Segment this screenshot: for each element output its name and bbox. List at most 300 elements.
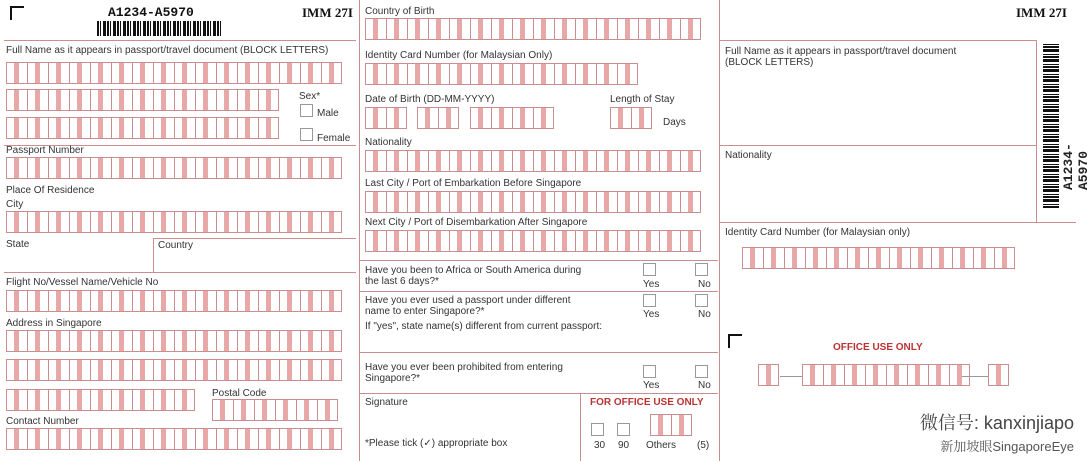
stay-row[interactable] [610, 107, 652, 131]
char-cell[interactable] [132, 62, 153, 84]
char-cell[interactable] [153, 117, 174, 139]
char-cell[interactable] [365, 191, 386, 213]
char-cell[interactable] [321, 62, 342, 84]
char-cell[interactable] [195, 359, 216, 381]
char-cell[interactable] [617, 18, 638, 40]
char-cell[interactable] [610, 107, 631, 129]
char-cell[interactable] [111, 290, 132, 312]
char-cell[interactable] [973, 247, 994, 269]
char-cell[interactable] [216, 89, 237, 111]
char-cell[interactable] [680, 150, 701, 172]
char-cell[interactable] [279, 157, 300, 179]
char-cell[interactable] [491, 63, 512, 85]
char-cell[interactable] [195, 290, 216, 312]
char-cell[interactable] [491, 107, 512, 129]
char-cell[interactable] [174, 117, 195, 139]
char-cell[interactable] [365, 230, 386, 252]
char-cell[interactable] [237, 290, 258, 312]
male-checkbox[interactable] [300, 104, 313, 117]
char-cell[interactable] [174, 157, 195, 179]
char-cell[interactable] [554, 230, 575, 252]
char-cell[interactable] [27, 117, 48, 139]
char-cell[interactable] [407, 18, 428, 40]
char-cell[interactable] [470, 150, 491, 172]
char-cell[interactable] [90, 211, 111, 233]
char-cell[interactable] [27, 211, 48, 233]
char-cell[interactable] [111, 389, 132, 411]
char-cell[interactable] [680, 191, 701, 213]
char-cell[interactable] [258, 211, 279, 233]
char-cell[interactable] [69, 157, 90, 179]
prohibited-yes-checkbox[interactable] [643, 365, 656, 378]
char-cell[interactable] [470, 107, 491, 129]
char-cell[interactable] [216, 211, 237, 233]
char-cell[interactable] [533, 191, 554, 213]
char-cell[interactable] [910, 247, 931, 269]
next-city-row[interactable] [365, 230, 701, 254]
char-cell[interactable] [111, 62, 132, 84]
char-cell[interactable] [153, 290, 174, 312]
days-30-checkbox[interactable] [591, 423, 604, 436]
char-cell[interactable] [6, 428, 27, 450]
char-cell[interactable] [680, 230, 701, 252]
char-cell[interactable] [928, 364, 949, 386]
char-cell[interactable] [195, 62, 216, 84]
char-cell[interactable] [195, 211, 216, 233]
char-cell[interactable] [153, 211, 174, 233]
char-cell[interactable] [174, 211, 195, 233]
char-cell[interactable] [826, 247, 847, 269]
char-cell[interactable] [802, 364, 823, 386]
char-cell[interactable] [195, 428, 216, 450]
char-cell[interactable] [575, 18, 596, 40]
char-cell[interactable] [659, 191, 680, 213]
char-cell[interactable] [48, 157, 69, 179]
char-cell[interactable] [449, 63, 470, 85]
char-cell[interactable] [994, 247, 1015, 269]
char-cell[interactable] [111, 117, 132, 139]
char-cell[interactable] [300, 359, 321, 381]
char-cell[interactable] [174, 389, 195, 411]
char-cell[interactable] [69, 389, 90, 411]
char-cell[interactable] [69, 89, 90, 111]
dob-month[interactable] [417, 107, 459, 131]
char-cell[interactable] [132, 157, 153, 179]
char-cell[interactable] [491, 18, 512, 40]
char-cell[interactable] [27, 359, 48, 381]
char-cell[interactable] [680, 18, 701, 40]
char-cell[interactable] [6, 62, 27, 84]
char-cell[interactable] [533, 63, 554, 85]
char-cell[interactable] [491, 230, 512, 252]
char-cell[interactable] [470, 63, 491, 85]
char-cell[interactable] [132, 211, 153, 233]
char-cell[interactable] [174, 330, 195, 352]
char-cell[interactable] [216, 117, 237, 139]
char-cell[interactable] [449, 230, 470, 252]
char-cell[interactable] [321, 359, 342, 381]
address-row-2[interactable] [6, 359, 342, 383]
char-cell[interactable] [48, 62, 69, 84]
char-cell[interactable] [216, 428, 237, 450]
char-cell[interactable] [174, 89, 195, 111]
char-cell[interactable] [428, 150, 449, 172]
char-cell[interactable] [417, 107, 438, 129]
char-cell[interactable] [279, 428, 300, 450]
passport-no-checkbox[interactable] [695, 294, 708, 307]
char-cell[interactable] [512, 63, 533, 85]
office-use-box-main[interactable] [802, 364, 970, 388]
char-cell[interactable] [174, 62, 195, 84]
char-cell[interactable] [90, 428, 111, 450]
char-cell[interactable] [132, 330, 153, 352]
char-cell[interactable] [48, 428, 69, 450]
char-cell[interactable] [449, 150, 470, 172]
char-cell[interactable] [823, 364, 844, 386]
char-cell[interactable] [575, 230, 596, 252]
char-cell[interactable] [470, 18, 491, 40]
dob-year[interactable] [470, 107, 554, 131]
char-cell[interactable] [27, 330, 48, 352]
char-cell[interactable] [132, 428, 153, 450]
char-cell[interactable] [111, 89, 132, 111]
char-cell[interactable] [512, 191, 533, 213]
char-cell[interactable] [407, 63, 428, 85]
char-cell[interactable] [216, 157, 237, 179]
char-cell[interactable] [153, 428, 174, 450]
char-cell[interactable] [48, 330, 69, 352]
char-cell[interactable] [300, 211, 321, 233]
char-cell[interactable] [617, 230, 638, 252]
char-cell[interactable] [784, 247, 805, 269]
contact-row[interactable] [6, 428, 342, 452]
char-cell[interactable] [631, 107, 652, 129]
ic-number-row[interactable] [365, 63, 638, 87]
char-cell[interactable] [237, 428, 258, 450]
char-cell[interactable] [758, 364, 779, 386]
char-cell[interactable] [512, 18, 533, 40]
char-cell[interactable] [650, 414, 671, 436]
char-cell[interactable] [111, 157, 132, 179]
char-cell[interactable] [48, 290, 69, 312]
last-city-row[interactable] [365, 191, 701, 215]
char-cell[interactable] [554, 191, 575, 213]
char-cell[interactable] [69, 117, 90, 139]
full-name-row-1[interactable] [6, 62, 342, 86]
char-cell[interactable] [212, 399, 233, 421]
char-cell[interactable] [258, 359, 279, 381]
char-cell[interactable] [438, 107, 459, 129]
nationality-row[interactable] [365, 150, 701, 174]
char-cell[interactable] [27, 389, 48, 411]
char-cell[interactable] [6, 89, 27, 111]
char-cell[interactable] [988, 364, 1009, 386]
char-cell[interactable] [847, 247, 868, 269]
address-row-1[interactable] [6, 330, 342, 354]
char-cell[interactable] [805, 247, 826, 269]
char-cell[interactable] [386, 191, 407, 213]
char-cell[interactable] [48, 359, 69, 381]
char-cell[interactable] [844, 364, 865, 386]
char-cell[interactable] [6, 117, 27, 139]
char-cell[interactable] [6, 389, 27, 411]
char-cell[interactable] [428, 63, 449, 85]
char-cell[interactable] [111, 359, 132, 381]
char-cell[interactable] [132, 359, 153, 381]
char-cell[interactable] [889, 247, 910, 269]
char-cell[interactable] [533, 107, 554, 129]
char-cell[interactable] [237, 62, 258, 84]
char-cell[interactable] [659, 18, 680, 40]
africa-yes-checkbox[interactable] [643, 263, 656, 276]
char-cell[interactable] [365, 150, 386, 172]
char-cell[interactable] [554, 63, 575, 85]
postal-code-row[interactable] [212, 399, 338, 423]
char-cell[interactable] [258, 428, 279, 450]
char-cell[interactable] [69, 428, 90, 450]
char-cell[interactable] [300, 428, 321, 450]
char-cell[interactable] [300, 157, 321, 179]
char-cell[interactable] [300, 62, 321, 84]
char-cell[interactable] [216, 359, 237, 381]
char-cell[interactable] [407, 191, 428, 213]
char-cell[interactable] [470, 230, 491, 252]
char-cell[interactable] [321, 290, 342, 312]
char-cell[interactable] [69, 211, 90, 233]
char-cell[interactable] [27, 428, 48, 450]
char-cell[interactable] [233, 399, 254, 421]
char-cell[interactable] [575, 63, 596, 85]
char-cell[interactable] [132, 117, 153, 139]
char-cell[interactable] [512, 230, 533, 252]
char-cell[interactable] [216, 290, 237, 312]
char-cell[interactable] [596, 63, 617, 85]
char-cell[interactable] [216, 62, 237, 84]
char-cell[interactable] [321, 157, 342, 179]
office-use-box-left[interactable] [758, 364, 779, 388]
char-cell[interactable] [865, 364, 886, 386]
char-cell[interactable] [195, 157, 216, 179]
africa-no-checkbox[interactable] [695, 263, 708, 276]
office-use-box-right[interactable] [988, 364, 1009, 388]
char-cell[interactable] [617, 63, 638, 85]
dob-day[interactable] [365, 107, 407, 131]
char-cell[interactable] [449, 18, 470, 40]
char-cell[interactable] [132, 89, 153, 111]
char-cell[interactable] [886, 364, 907, 386]
char-cell[interactable] [48, 117, 69, 139]
char-cell[interactable] [907, 364, 928, 386]
char-cell[interactable] [638, 18, 659, 40]
char-cell[interactable] [48, 89, 69, 111]
char-cell[interactable] [491, 150, 512, 172]
char-cell[interactable] [69, 290, 90, 312]
char-cell[interactable] [153, 389, 174, 411]
char-cell[interactable] [216, 330, 237, 352]
others-box[interactable] [650, 414, 692, 438]
char-cell[interactable] [596, 150, 617, 172]
char-cell[interactable] [237, 211, 258, 233]
full-name-row-2[interactable] [6, 89, 279, 113]
char-cell[interactable] [386, 63, 407, 85]
char-cell[interactable] [365, 18, 386, 40]
char-cell[interactable] [69, 330, 90, 352]
char-cell[interactable] [533, 18, 554, 40]
char-cell[interactable] [275, 399, 296, 421]
char-cell[interactable] [153, 330, 174, 352]
char-cell[interactable] [6, 211, 27, 233]
female-checkbox[interactable] [300, 128, 313, 141]
char-cell[interactable] [533, 230, 554, 252]
char-cell[interactable] [638, 150, 659, 172]
char-cell[interactable] [386, 107, 407, 129]
full-name-row-3[interactable] [6, 117, 279, 141]
char-cell[interactable] [317, 399, 338, 421]
char-cell[interactable] [111, 211, 132, 233]
char-cell[interactable] [258, 290, 279, 312]
char-cell[interactable] [174, 290, 195, 312]
passport-yes-checkbox[interactable] [643, 294, 656, 307]
char-cell[interactable] [237, 330, 258, 352]
char-cell[interactable] [195, 117, 216, 139]
city-row[interactable] [6, 211, 342, 235]
char-cell[interactable] [596, 18, 617, 40]
char-cell[interactable] [69, 62, 90, 84]
char-cell[interactable] [48, 389, 69, 411]
char-cell[interactable] [742, 247, 763, 269]
char-cell[interactable] [90, 359, 111, 381]
right-ic-row[interactable] [742, 247, 1015, 271]
char-cell[interactable] [90, 290, 111, 312]
char-cell[interactable] [279, 290, 300, 312]
char-cell[interactable] [279, 359, 300, 381]
char-cell[interactable] [48, 211, 69, 233]
char-cell[interactable] [763, 247, 784, 269]
passport-row[interactable] [6, 157, 342, 181]
char-cell[interactable] [321, 330, 342, 352]
char-cell[interactable] [300, 290, 321, 312]
char-cell[interactable] [575, 191, 596, 213]
char-cell[interactable] [365, 63, 386, 85]
char-cell[interactable] [195, 330, 216, 352]
char-cell[interactable] [6, 359, 27, 381]
char-cell[interactable] [638, 230, 659, 252]
char-cell[interactable] [596, 191, 617, 213]
char-cell[interactable] [671, 414, 692, 436]
char-cell[interactable] [153, 157, 174, 179]
char-cell[interactable] [254, 399, 275, 421]
days-90-checkbox[interactable] [617, 423, 630, 436]
char-cell[interactable] [617, 150, 638, 172]
char-cell[interactable] [512, 150, 533, 172]
char-cell[interactable] [931, 247, 952, 269]
country-birth-row[interactable] [365, 18, 701, 42]
char-cell[interactable] [296, 399, 317, 421]
char-cell[interactable] [27, 62, 48, 84]
char-cell[interactable] [659, 230, 680, 252]
char-cell[interactable] [554, 150, 575, 172]
char-cell[interactable] [132, 290, 153, 312]
char-cell[interactable] [638, 191, 659, 213]
char-cell[interactable] [6, 157, 27, 179]
char-cell[interactable] [407, 150, 428, 172]
char-cell[interactable] [195, 89, 216, 111]
char-cell[interactable] [153, 62, 174, 84]
char-cell[interactable] [90, 89, 111, 111]
address-row-3[interactable] [6, 389, 195, 413]
char-cell[interactable] [258, 62, 279, 84]
char-cell[interactable] [868, 247, 889, 269]
char-cell[interactable] [321, 211, 342, 233]
char-cell[interactable] [27, 290, 48, 312]
char-cell[interactable] [554, 18, 575, 40]
char-cell[interactable] [386, 18, 407, 40]
char-cell[interactable] [407, 230, 428, 252]
char-cell[interactable] [237, 89, 258, 111]
char-cell[interactable] [237, 157, 258, 179]
char-cell[interactable] [27, 157, 48, 179]
char-cell[interactable] [365, 107, 386, 129]
char-cell[interactable] [491, 191, 512, 213]
char-cell[interactable] [300, 330, 321, 352]
char-cell[interactable] [90, 157, 111, 179]
char-cell[interactable] [174, 428, 195, 450]
char-cell[interactable] [258, 330, 279, 352]
char-cell[interactable] [279, 211, 300, 233]
char-cell[interactable] [90, 389, 111, 411]
char-cell[interactable] [386, 230, 407, 252]
char-cell[interactable] [90, 62, 111, 84]
char-cell[interactable] [6, 290, 27, 312]
char-cell[interactable] [949, 364, 970, 386]
char-cell[interactable] [132, 389, 153, 411]
char-cell[interactable] [279, 62, 300, 84]
char-cell[interactable] [596, 230, 617, 252]
flight-row[interactable] [6, 290, 342, 314]
char-cell[interactable] [153, 89, 174, 111]
char-cell[interactable] [258, 117, 279, 139]
char-cell[interactable] [237, 117, 258, 139]
char-cell[interactable] [386, 150, 407, 172]
char-cell[interactable] [617, 191, 638, 213]
char-cell[interactable] [512, 107, 533, 129]
char-cell[interactable] [6, 330, 27, 352]
char-cell[interactable] [111, 330, 132, 352]
char-cell[interactable] [659, 150, 680, 172]
char-cell[interactable] [111, 428, 132, 450]
char-cell[interactable] [90, 117, 111, 139]
char-cell[interactable] [428, 191, 449, 213]
char-cell[interactable] [27, 89, 48, 111]
char-cell[interactable] [153, 359, 174, 381]
char-cell[interactable] [470, 191, 491, 213]
char-cell[interactable] [237, 359, 258, 381]
char-cell[interactable] [258, 89, 279, 111]
char-cell[interactable] [428, 230, 449, 252]
char-cell[interactable] [174, 359, 195, 381]
char-cell[interactable] [279, 330, 300, 352]
char-cell[interactable] [321, 428, 342, 450]
char-cell[interactable] [952, 247, 973, 269]
char-cell[interactable] [428, 18, 449, 40]
char-cell[interactable] [90, 330, 111, 352]
char-cell[interactable] [533, 150, 554, 172]
char-cell[interactable] [69, 359, 90, 381]
char-cell[interactable] [449, 191, 470, 213]
char-cell[interactable] [258, 157, 279, 179]
prohibited-no-checkbox[interactable] [695, 365, 708, 378]
char-cell[interactable] [575, 150, 596, 172]
